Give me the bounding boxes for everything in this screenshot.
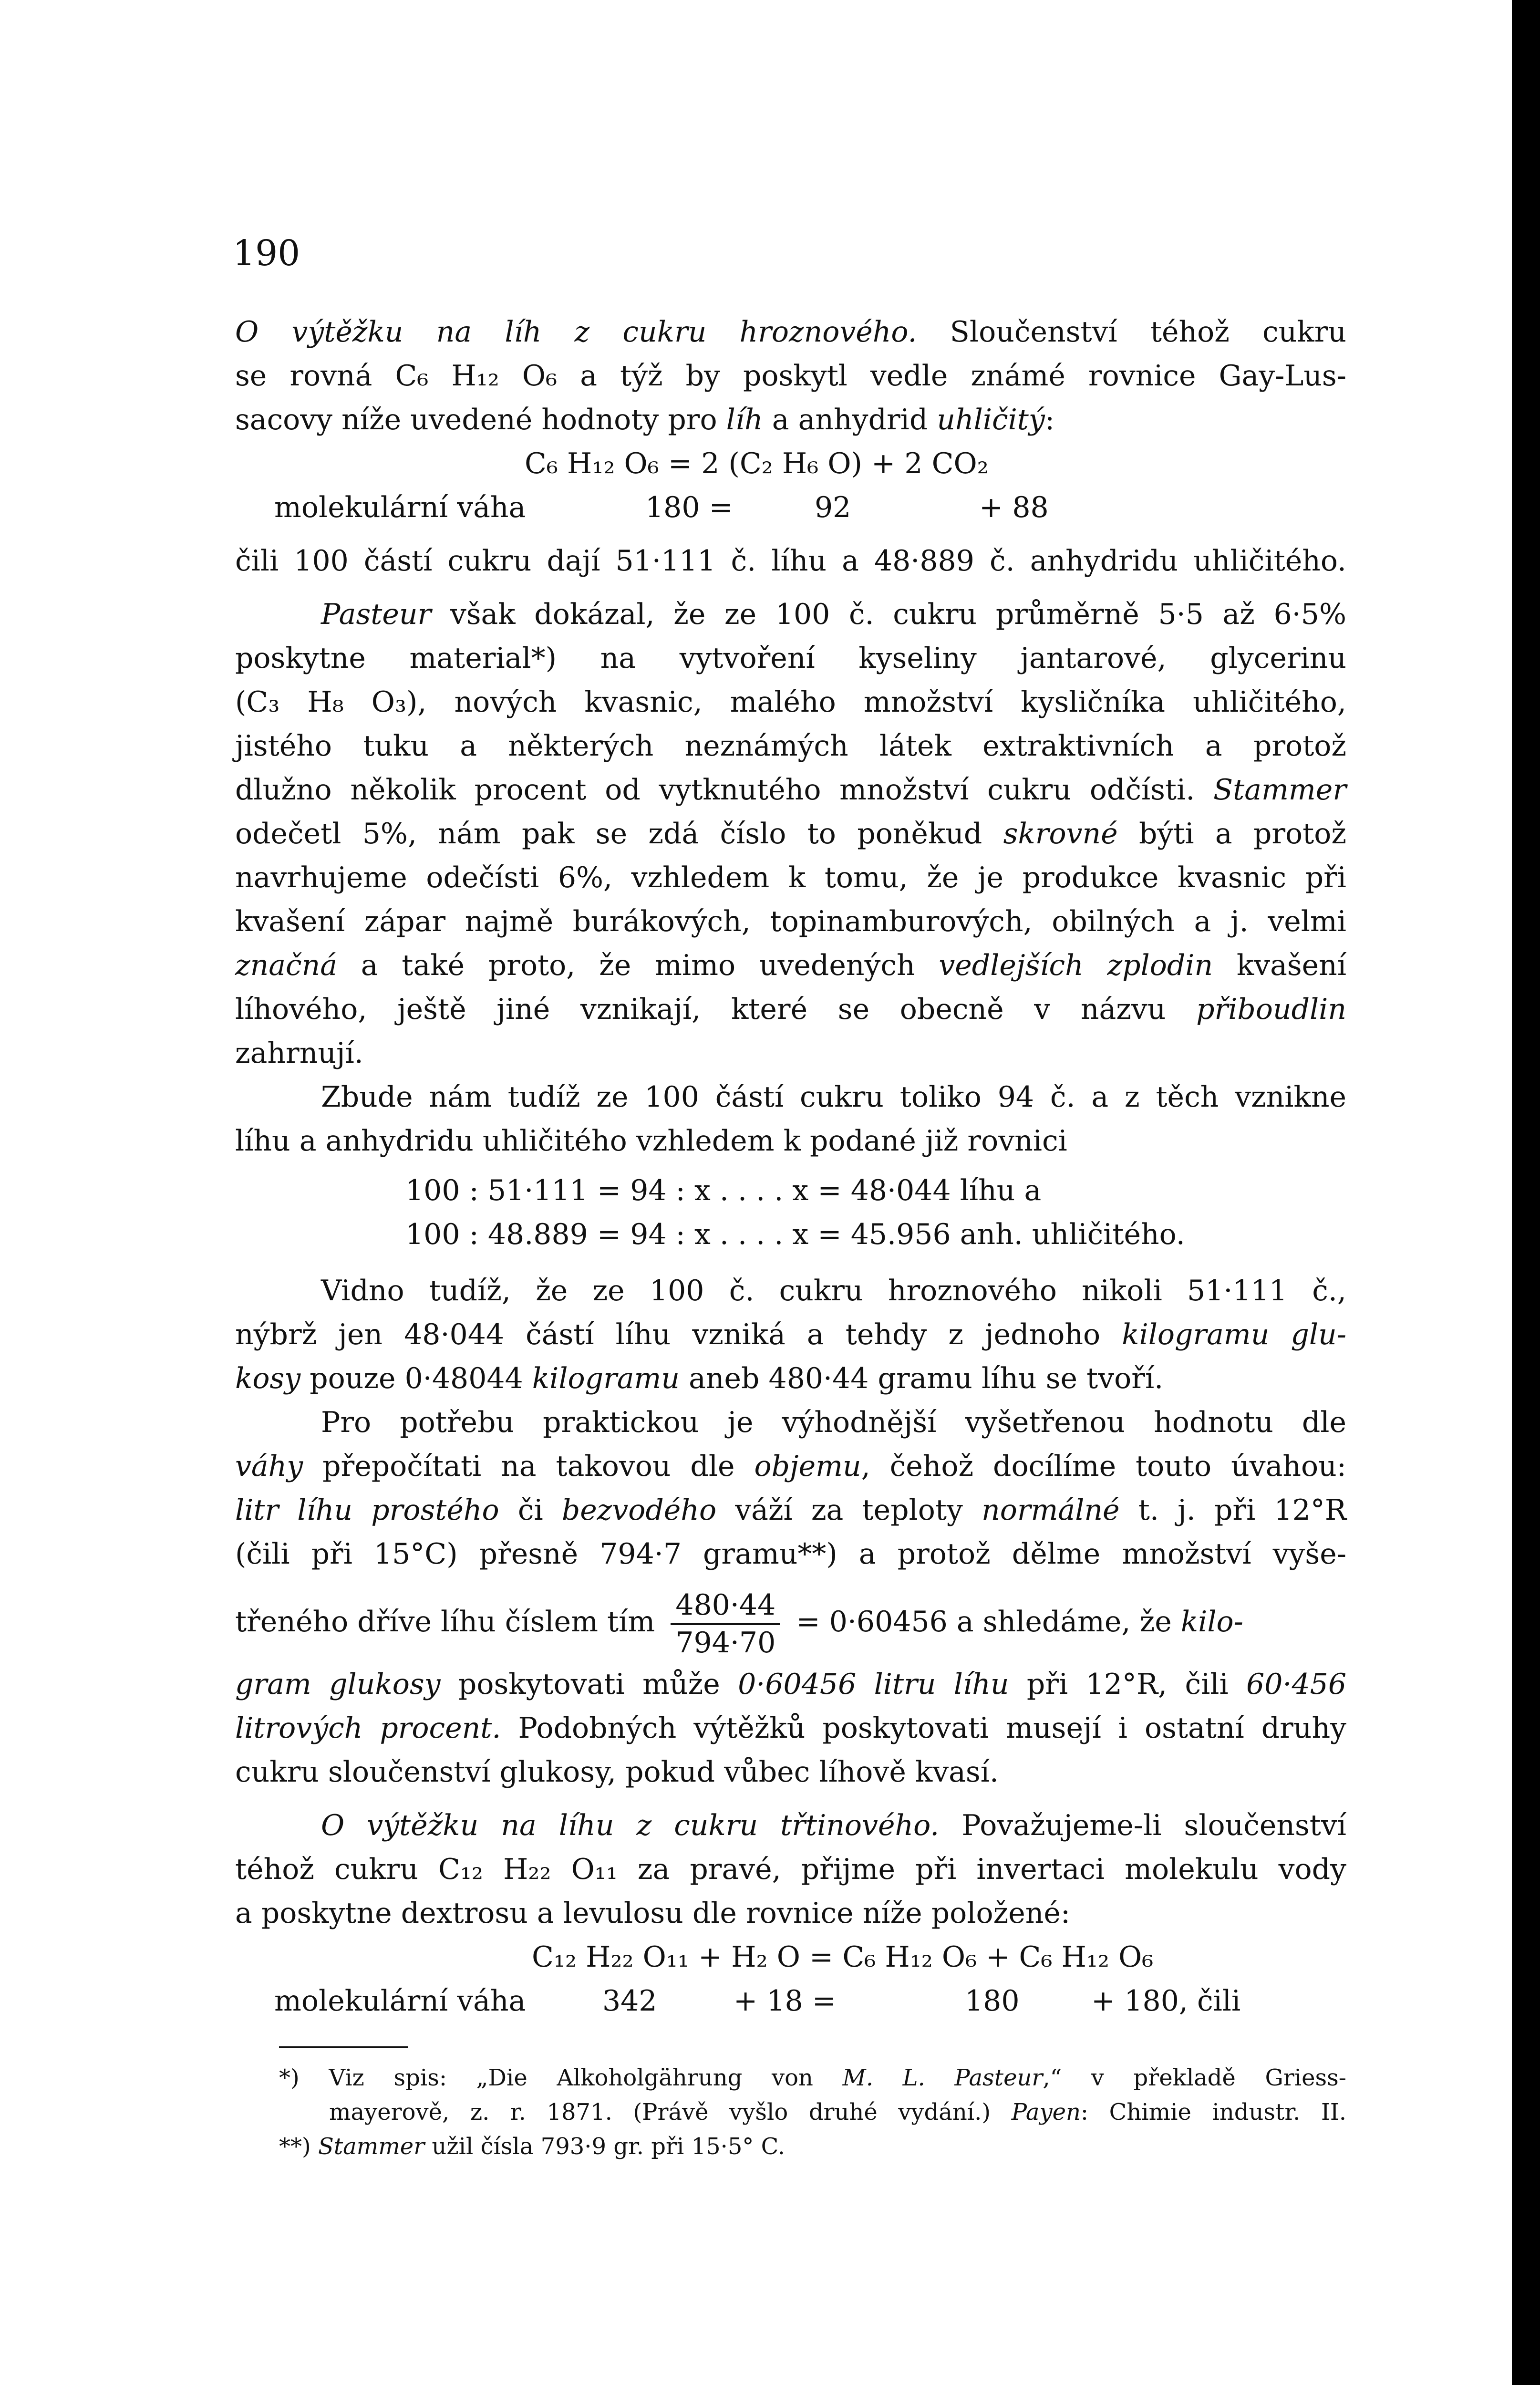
equation-weights (235, 1979, 1346, 2023)
text-line: téhož cukru C₁₂ H₂₂ O₁₁ za pravé, přijme při invertaci molekulu vody (235, 1853, 1346, 1886)
text-span: líhového, ještě jiné vznikají, které se obecně v názvu (235, 993, 1197, 1026)
italic-term: uhličitý (937, 403, 1045, 436)
text-line: se rovná C₆ H₁₂ O₆ a týž by poskytl vedle známé rovnice Gay-Lus- (235, 359, 1346, 393)
text-line: líhu a anhydridu uhličitého vzhledem k podané již rovnici (235, 1124, 1067, 1158)
text-line (235, 944, 1346, 987)
text-line: (C₃ H₈ O₃), nových kvasnic, malého množství kysličníka uhličitého, (235, 685, 1346, 719)
text-line: jistého tuku a některých neznámých látek extraktivních a protož (235, 729, 1346, 763)
text-span: aneb 480·44 gramu líhu se tvoří. (680, 1362, 1164, 1395)
text-line (235, 768, 1346, 812)
text-span: poskytovati může (440, 1668, 738, 1701)
text-span: však dokázal, že ze 100 č. cukru průměrně 5·5 až 6·5% (431, 598, 1346, 631)
text-span: Považujeme-li sloučenství (939, 1809, 1346, 1842)
italic-term: vedlejších zplodin (939, 949, 1213, 982)
eq-label: molekulární váha (274, 1984, 526, 2018)
eq-value: 92 (815, 491, 851, 524)
text-line (235, 812, 1346, 856)
text-span: Sloučenství téhož cukru (917, 315, 1346, 349)
eq-value: 342 (602, 1984, 657, 2018)
chemical-equation: C₆ H₁₂ O₆ = 2 (C₂ H₆ O) + 2 CO₂ (525, 447, 989, 480)
text-line (235, 1706, 1346, 1750)
text-line: a poskytne dextrosu a levulosu dle rovnice níže položené: (235, 1897, 1071, 1930)
text-span: Podobných výtěžků poskytovati musejí i ostatní druhy (501, 1711, 1346, 1745)
text-span: t. j. při 12°R (1119, 1493, 1347, 1527)
italic-term: kilo- (1180, 1605, 1243, 1638)
text-line (235, 1313, 1346, 1357)
eq-value: + 18 = (734, 1984, 837, 2018)
chemical-equation: C₁₂ H₂₂ O₁₁ + H₂ O = C₆ H₁₂ O₆ + C₆ H₁₂ O₆ (532, 1940, 1154, 1974)
section-heading-italic: O výtěžku na líh z cukru hroznového. (235, 315, 917, 349)
text-span: třeného dříve líhu číslem tím (235, 1605, 655, 1638)
eq-value: 180 (965, 1984, 1020, 2018)
text-span: = 0·60456 a shledáme, že (796, 1605, 1181, 1638)
author-name: Stammer (1213, 773, 1346, 807)
footnote-line (279, 2061, 1346, 2095)
eq-value: 180 = (645, 491, 733, 524)
footnote-rule (279, 2046, 408, 2048)
text-line: cukru sloučenství glukosy, pokud vůbec líhově kvasí. (235, 1755, 999, 1789)
text-span: býti a protož (1117, 817, 1347, 850)
text-line: Zbude nám tudíž ze 100 částí cukru toliko 94 č. a z těch vznikne (321, 1080, 1346, 1114)
text-line: Vidno tudíž, že ze 100 č. cukru hroznového nikoli 51·111 č., (321, 1274, 1346, 1307)
text-line: Pro potřebu praktickou je výhodnější vyšetřenou hodnotu dle (321, 1406, 1346, 1439)
italic-term: objemu (754, 1450, 861, 1483)
text-span: a také proto, že mimo uvedených (337, 949, 939, 982)
text-span: užil čísla 793·9 gr. při 15·5° C. (424, 2133, 785, 2160)
text-span: , čehož docílíme touto úvahou: (861, 1450, 1347, 1483)
italic-term: gram glukosy (235, 1668, 441, 1701)
author-name: Stammer (318, 2133, 425, 2160)
fraction-numerator: 480·44 (671, 1587, 780, 1625)
text-line (321, 1804, 1346, 1847)
fraction-denominator: 794·70 (675, 1626, 776, 1659)
eq-label: molekulární váha (274, 491, 526, 524)
text-line (235, 987, 1346, 1031)
italic-term: litr líhu prostého (235, 1493, 499, 1527)
italic-term: skrovné (1003, 817, 1118, 850)
text-span: nýbrž jen 48·044 částí líhu vzniká a tehdy z jednoho (235, 1318, 1122, 1351)
footnote-line (329, 2095, 1346, 2129)
text-span: mayerově, z. r. 1871. (Právě vyšlo druhé vydání.) (329, 2099, 1012, 2126)
text-line: poskytne material*) na vytvoření kyseliny jantarové, glycerinu (235, 642, 1346, 675)
text-line (235, 310, 1346, 354)
text-line (321, 592, 1346, 636)
text-line: navrhujeme odečísti 6%, vzhledem k tomu, že je produkce kvasnic při (235, 861, 1346, 894)
text-span: sacovy níže uvedené hodnoty pro (235, 403, 726, 436)
text-span: **) (279, 2133, 318, 2160)
text-span: váží za teploty (716, 1493, 982, 1527)
text-span: : Chimie industr. II. (1080, 2099, 1346, 2126)
text-span: dlužno několik procent od vytknutého množství cukru odčísti. (235, 773, 1214, 807)
text-span: pouze 0·48044 (300, 1362, 532, 1395)
text-span: při 12°R, čili (1009, 1668, 1247, 1701)
proportion-line: 100 : 51·111 = 94 : x . . . . x = 48·044 líhu a (405, 1174, 1042, 1207)
italic-term: kilogramu glu- (1122, 1318, 1347, 1351)
equation-weights (235, 486, 1346, 529)
text-span: *) Viz spis: „Die Alkoholgährung von (279, 2064, 843, 2091)
italic-term: přiboudlin (1196, 993, 1346, 1026)
text-line (235, 1357, 1346, 1400)
text-line: zahrnují. (235, 1037, 363, 1070)
footnote-line (279, 2129, 1346, 2164)
italic-term: líh (726, 403, 763, 436)
text-line (235, 1662, 1346, 1706)
text-line (235, 1444, 1346, 1488)
eq-value: + 88 (979, 491, 1049, 524)
proportion-line: 100 : 48.889 = 94 : x . . . . x = 45.956 anh. uhličitého. (405, 1218, 1185, 1251)
italic-term: kilogramu (532, 1362, 680, 1395)
italic-term: normálné (982, 1493, 1120, 1527)
section-heading-italic: O výtěžku na líhu z cukru třtinového. (321, 1809, 940, 1842)
text-span: : (1044, 403, 1055, 436)
italic-term: 0·60456 litru líhu (738, 1668, 1009, 1701)
author-name: Pasteur (321, 598, 432, 631)
italic-term: bezvodého (561, 1493, 717, 1527)
text-line: (čili při 15°C) přesně 794·7 gramu**) a protož dělme množství vyše- (235, 1537, 1346, 1571)
text-line (235, 1488, 1346, 1532)
text-line (235, 398, 1346, 442)
text-line: čili 100 částí cukru dají 51·111 č. líhu a 48·889 č. anhydridu uhličitého. (235, 544, 1346, 578)
page-number: 190 (233, 233, 300, 274)
eq-value: + 180, čili (1091, 1984, 1241, 2018)
text-span: či (499, 1493, 562, 1527)
italic-term: kosy (235, 1362, 301, 1395)
text-span: ,“ v překladě Griess- (1043, 2064, 1346, 2091)
italic-term: váhy (235, 1450, 303, 1483)
italic-term: M. L. Pasteur (842, 2064, 1043, 2091)
text-span: odečetl 5%, nám pak se zdá číslo to poněkud (235, 817, 1003, 850)
italic-term: Payen (1011, 2099, 1081, 2126)
italic-term: 60·456 (1246, 1668, 1346, 1701)
text-span: a anhydrid (763, 403, 937, 436)
fraction (671, 1587, 780, 1660)
italic-term: značná (235, 949, 338, 982)
text-span: kvašení (1213, 949, 1347, 982)
fraction-line (235, 1586, 1346, 1660)
text-line: kvašení zápar najmě burákových, topinamburových, obilných a j. velmi (235, 905, 1346, 938)
italic-term: litrových procent. (235, 1711, 501, 1745)
text-span: přepočítati na takovou dle (303, 1450, 754, 1483)
